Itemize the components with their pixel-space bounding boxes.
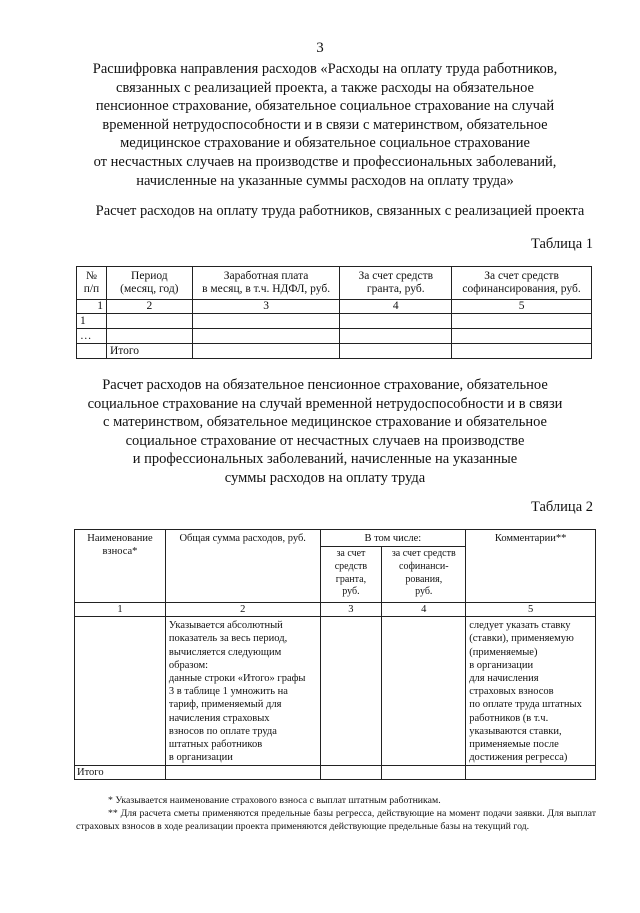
column-number: 4 [382,603,466,617]
table-cell [382,766,466,780]
table-cell [192,314,340,329]
table-row-total [77,344,592,359]
column-number: 1 [77,300,107,314]
table-cell [165,766,320,780]
table-row [77,314,592,329]
table-cell [466,766,596,780]
header-cell: за счет средств гранта, руб. [320,547,382,603]
total-label: Итого [106,344,192,359]
title-line: и профессиональных заболеваний, начисленные на указанные [132,451,518,468]
title-line: связанных с реализацией проекта, а также расходы на обязательное [116,79,534,96]
table-cell [106,329,192,344]
column-number: 1 [75,603,166,617]
title-line: социальное страхование на случай временной нетрудоспособности и в связи [87,395,563,412]
table-row [75,617,596,766]
title-line: пенсионное страхование, обязательное социальное страхование на случай [95,98,555,115]
title-line: суммы расходов на оплату труда [224,469,426,486]
insurance-table [74,529,596,780]
table-cell: 1 [77,314,107,329]
table1-label: Таблица 1 [530,236,593,252]
table-cell [77,344,107,359]
table-cell [320,617,382,766]
table-cell [382,617,466,766]
footnote-1: * Указывается наименование страхового взноса с выплат штатным работникам. [108,795,441,806]
title-line: начисленные на указанные суммы расходов на оплату труда» [136,172,514,189]
header-cell: Комментарии** [466,530,596,603]
section-title [60,60,590,190]
header-group-cell: В том числе: [320,530,466,547]
table-cell: … [77,329,107,344]
page-number: 3 [316,40,324,56]
column-number: 3 [320,603,382,617]
comment-description: следует указать ставку (ставки), применяемую (применяемые) в организации для начисления страховых взносов по оплате труда штатных работников (в т.ч. указываются ставки, применяемые после достижения регресса) [466,617,596,766]
table-cell [452,329,592,344]
column-number: 3 [192,300,340,314]
table-row [77,329,592,344]
total-label: Итого [75,766,166,780]
header-cell: Период (месяц, год) [106,267,192,300]
title-line: медицинское страхование и обязательное социальное страхование [120,135,530,152]
table-cell [192,344,340,359]
title-line: Расчет расходов на обязательное пенсионное страхование, обязательное [102,377,548,393]
amount-description: Указывается абсолютный показатель за весь период, вычисляется следующим образом: данные строки «Итого» графы 3 в таблице 1 умножить на тариф, применяемый для начисления страховых взносов по оплате труда штатных работников в организации [165,617,320,766]
column-number: 5 [466,603,596,617]
table-cell [75,617,166,766]
header-cell: № п/п [77,267,107,300]
title-line: Расшифровка направления расходов «Расходы на оплату труда работников, [92,61,558,77]
column-number: 4 [340,300,452,314]
table1-heading: Расчет расходов на оплату труда работников, связанных с реализацией проекта [95,203,585,219]
table-cell [452,344,592,359]
title-line: от несчастных случаев на производстве и профессиональных заболеваний, [93,153,557,170]
salary-table [76,266,592,359]
table-cell [340,329,452,344]
table-row-total [75,766,596,780]
header-cell: За счет средств софинансирования, руб. [452,267,592,300]
table-cell [106,314,192,329]
header-cell: Общая сумма расходов, руб. [165,530,320,603]
table2-heading [60,376,590,488]
table-cell [320,766,382,780]
header-cell: Заработная плата в месяц, в т.ч. НДФЛ, руб. [192,267,340,300]
header-cell: Наименование взноса* [75,530,166,603]
table2-label: Таблица 2 [530,499,593,515]
header-cell: За счет средств гранта, руб. [340,267,452,300]
title-line: социальное страхование от несчастных случаев на производстве [125,432,525,449]
table-cell [452,314,592,329]
table-cell [340,344,452,359]
table-cell [192,329,340,344]
column-number: 5 [452,300,592,314]
column-number: 2 [106,300,192,314]
header-cell: за счет средств софинанси- рования, руб. [382,547,466,603]
table-cell [340,314,452,329]
column-number: 2 [165,603,320,617]
title-line: с материнством, обязательное медицинское страхование и обязательное [103,414,547,431]
footnote-2: ** Для расчета сметы применяются предельные базы регресса, действующие на момент подачи заявки. Для выплат страховых взносов в ходе реализации проекта применяются действующие предельные базы на текущий год. [76,808,596,832]
title-line: временной нетрудоспособности и в связи с материнством, обязательное [102,116,548,133]
